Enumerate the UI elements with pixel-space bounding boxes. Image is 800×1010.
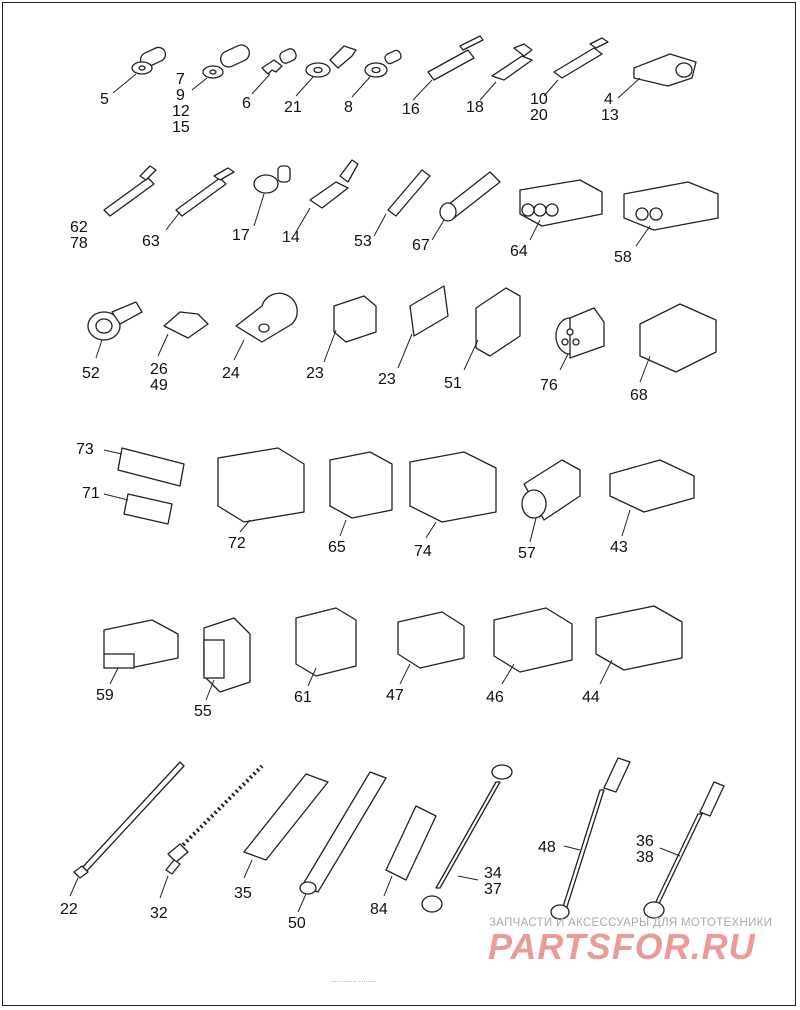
label-72: 72 — [228, 535, 246, 552]
part-48-wire-lead — [551, 758, 630, 919]
part-62-pin-terminal — [104, 166, 156, 216]
part-16-bullet-connector — [413, 36, 483, 100]
label-67: 67 — [412, 237, 430, 254]
label-55: 55 — [194, 703, 212, 720]
label-74: 74 — [414, 543, 432, 560]
part-36-wire-lead — [644, 782, 724, 918]
label-12: 12 — [172, 103, 190, 120]
label-23-bracket: 23 — [378, 371, 396, 388]
part-74-connector-housing — [410, 452, 496, 538]
label-20: 20 — [530, 107, 548, 124]
part-53-sleeve — [374, 170, 430, 236]
label-4: 4 — [604, 91, 613, 108]
part-68-connector — [640, 304, 716, 382]
part-46-connector-housing — [494, 608, 572, 684]
label-59: 59 — [96, 687, 114, 704]
label-36: 36 — [636, 833, 654, 850]
part-52-boot — [88, 302, 142, 358]
label-63: 63 — [142, 233, 160, 250]
label-35: 35 — [234, 885, 252, 902]
label-47: 47 — [386, 687, 404, 704]
label-23-clip: 23 — [306, 365, 324, 382]
label-49: 49 — [150, 377, 168, 394]
label-58: 58 — [614, 249, 632, 266]
label-53: 53 — [354, 233, 372, 250]
watermark-tagline: ЗАПЧАСТИ И АКСЕССУАРЫ ДЛЯ МОТОТЕХНИКИ — [489, 917, 773, 929]
label-73: 73 — [76, 441, 94, 458]
label-13: 13 — [601, 107, 619, 124]
footer-text: ............ ........ — [330, 975, 377, 984]
part-61-connector-housing — [296, 608, 356, 686]
part-55-connector-housing — [204, 618, 250, 700]
part-72-connector-housing — [218, 448, 304, 532]
part-26-clip — [158, 312, 208, 356]
label-65: 65 — [328, 539, 346, 556]
label-15: 15 — [172, 119, 190, 136]
label-61: 61 — [294, 689, 312, 706]
label-71: 71 — [82, 485, 100, 502]
part-59-connector-housing — [104, 620, 178, 684]
part-76-connector — [556, 308, 604, 370]
label-68: 68 — [630, 387, 648, 404]
watermark-brand: PARTSFOR.RU — [488, 926, 756, 967]
label-62: 62 — [70, 219, 88, 236]
part-5-ring-terminal — [113, 45, 168, 93]
label-21: 21 — [284, 99, 302, 116]
part-73-terminal-plate — [104, 448, 184, 486]
label-38: 38 — [636, 849, 654, 866]
label-34: 34 — [484, 865, 502, 882]
label-64: 64 — [510, 243, 528, 260]
part-10-spade-terminal — [544, 38, 608, 96]
label-17: 17 — [232, 227, 250, 244]
label-16: 16 — [402, 101, 420, 118]
label-51: 51 — [444, 375, 462, 392]
part-84-spring-sleeve — [384, 806, 436, 896]
label-18: 18 — [466, 99, 484, 116]
label-32: 32 — [150, 905, 168, 922]
part-57-connector — [522, 460, 580, 542]
part-8-ring-terminal — [352, 49, 402, 97]
part-7-ring-terminal — [192, 42, 252, 90]
label-50: 50 — [288, 915, 306, 932]
part-67-seal — [432, 172, 500, 240]
label-9: 9 — [176, 87, 185, 104]
label-26: 26 — [150, 361, 168, 378]
part-64-connector-housing — [520, 180, 602, 240]
label-22: 22 — [60, 901, 78, 918]
label-52: 52 — [82, 365, 100, 382]
part-4-terminal-boot — [618, 54, 696, 98]
label-8: 8 — [344, 99, 353, 116]
part-21-ring-terminal — [296, 46, 356, 96]
part-65-connector-housing — [330, 452, 392, 536]
part-71-terminal-plate — [104, 494, 172, 524]
part-51-clip — [464, 288, 520, 370]
label-14: 14 — [282, 229, 300, 246]
label-57: 57 — [518, 545, 536, 562]
label-37: 37 — [484, 881, 502, 898]
label-46: 46 — [486, 689, 504, 706]
part-63-pin-terminal — [166, 168, 234, 230]
part-23-bracket — [398, 286, 448, 368]
label-84: 84 — [370, 901, 388, 918]
label-76: 76 — [540, 377, 558, 394]
label-48: 48 — [538, 839, 556, 856]
label-7: 7 — [176, 71, 185, 88]
part-58-connector-housing — [624, 182, 718, 246]
part-24-clamp — [234, 293, 297, 360]
part-17-connector — [254, 166, 290, 226]
label-5: 5 — [100, 91, 109, 108]
part-43-connector-housing — [610, 460, 694, 536]
part-23-clip — [324, 296, 376, 362]
part-44-connector-housing — [596, 606, 682, 684]
label-10: 10 — [530, 91, 548, 108]
part-6-spade-terminal — [252, 47, 298, 94]
part-18-female-terminal — [480, 44, 532, 100]
label-78: 78 — [70, 235, 88, 252]
part-22-cable-tie — [70, 762, 184, 896]
part-32-bead-strap — [160, 766, 262, 898]
label-43: 43 — [610, 539, 628, 556]
part-47-connector-housing — [398, 612, 464, 684]
label-44: 44 — [582, 689, 600, 706]
label-24: 24 — [222, 365, 240, 382]
part-14-terminal — [296, 160, 358, 232]
label-6: 6 — [242, 95, 251, 112]
